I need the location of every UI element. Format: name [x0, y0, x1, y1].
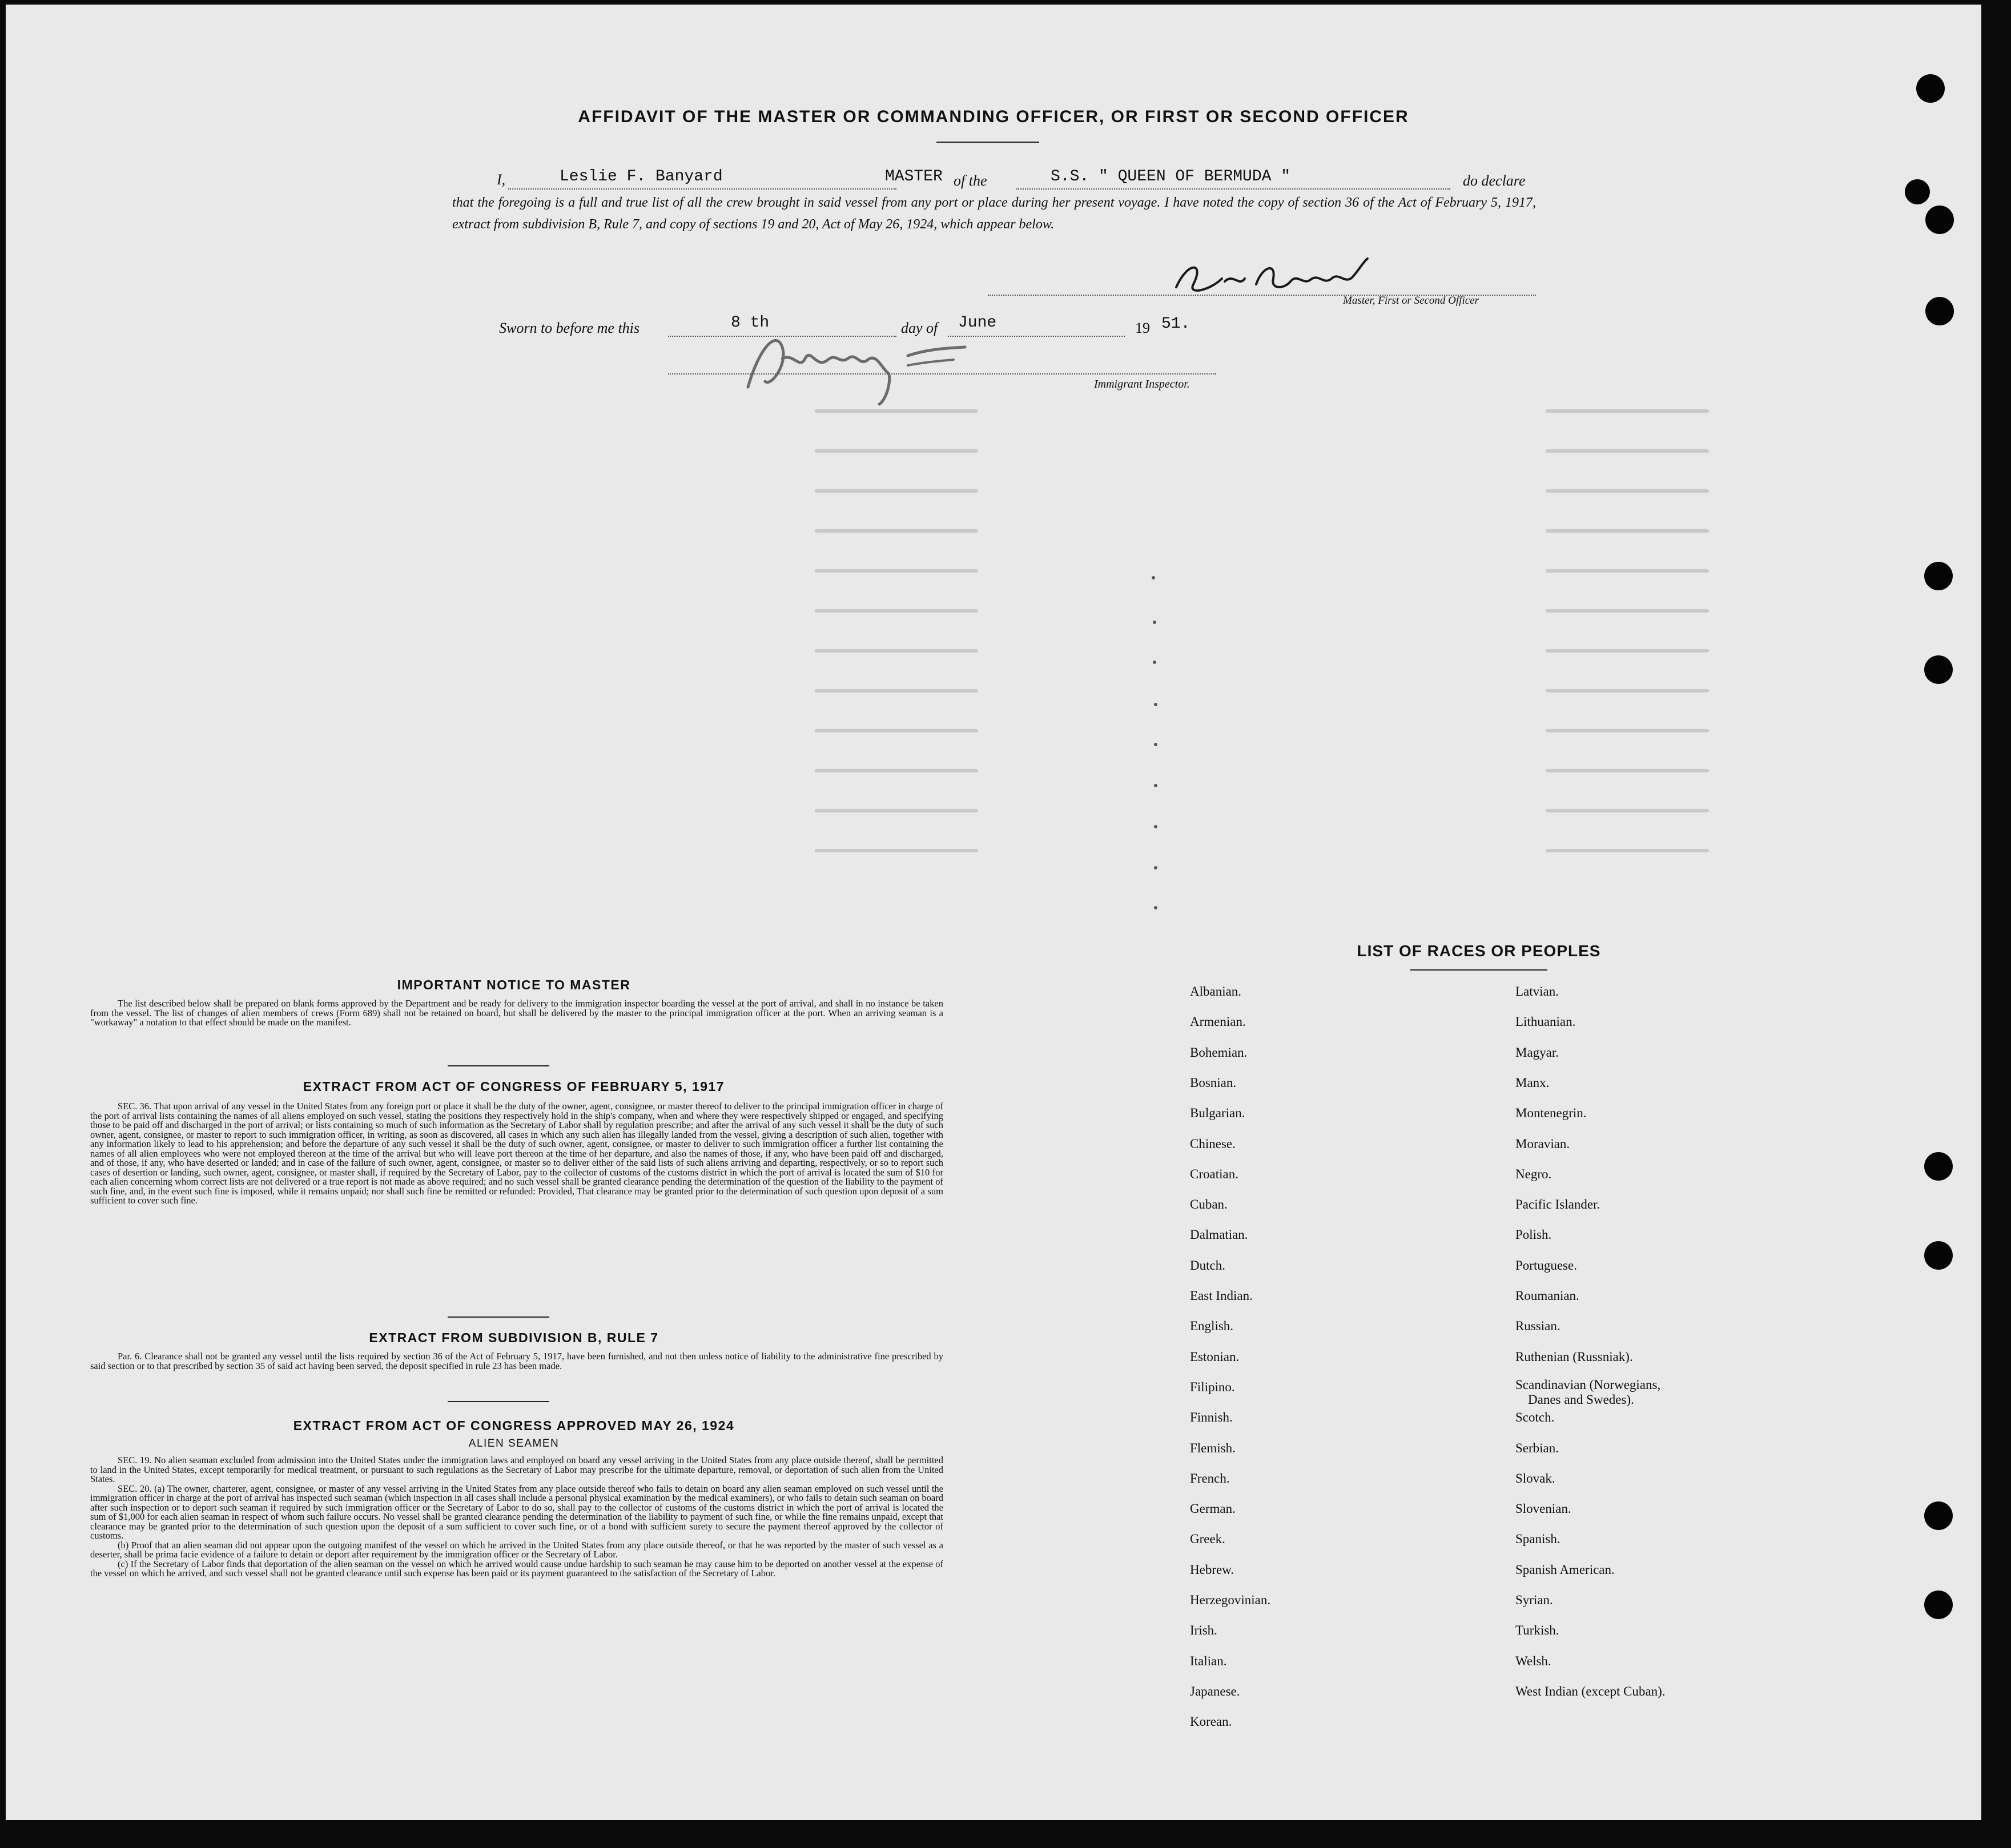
of-the-label: of the — [954, 172, 987, 189]
affidavit-prefix: I, — [497, 171, 506, 188]
race-item: Russian. — [1515, 1319, 1560, 1334]
section-divider — [448, 1316, 549, 1318]
title-divider — [936, 142, 1039, 143]
race-item: Dutch. — [1190, 1258, 1225, 1273]
race-item: Estonian. — [1190, 1349, 1240, 1364]
races-divider — [1410, 969, 1547, 971]
race-item: Spanish American. — [1515, 1562, 1615, 1577]
race-item: Hebrew. — [1190, 1562, 1234, 1577]
race-item: German. — [1190, 1501, 1236, 1516]
race-item: Magyar. — [1515, 1045, 1559, 1060]
race-item: Flemish. — [1190, 1440, 1236, 1455]
extract-rule7-body — [90, 1352, 943, 1371]
race-item: Slovak. — [1515, 1471, 1555, 1485]
year-suffix: 51. — [1161, 315, 1190, 333]
race-item: Pacific Islander. — [1515, 1197, 1600, 1212]
race-item: Filipino. — [1190, 1379, 1235, 1394]
year-prefix: 19 — [1135, 320, 1150, 336]
inspector-signature-line — [668, 372, 1216, 375]
sec20b-text: (b) Proof that an alien seaman did not appear upon the outgoing manifest of the vessel on which he arrived in the United States from any place outside thereof, or that he was reported by the master of such vessel as a deserter, shall be prima facie evidence of a failure to detain or deport after requirement by the immigration officer or the Secretary of Labor. — [90, 1539, 943, 1560]
race-item: Montenegrin. — [1515, 1106, 1587, 1121]
race-item: Moravian. — [1515, 1136, 1570, 1151]
alien-seamen-subtitle: ALIEN SEAMEN — [468, 1438, 560, 1450]
race-item: East Indian. — [1190, 1289, 1253, 1303]
vessel-blank — [1016, 187, 1450, 190]
declaration-text: that the foregoing is a full and true list of all the crew brought in said vessel from any port or place during her present voyage. I have noted the copy of section 36 of the Act of February 5, 1917, extract from subdivision B, Rule 7, and copy of sections 19 and 20, Act of May 26, 1924, which appear below. — [452, 195, 1536, 232]
race-item: French. — [1190, 1471, 1230, 1485]
race-item: Serbian. — [1515, 1440, 1559, 1455]
sec36-text: SEC. 36. That upon arrival of any vessel in the United States from any foreign port or place it shall be the duty of the owner, agent, consignee, or master thereof to deliver to the principal immigration officer in charge of the port of arrival lists containing the names of all aliens employed on such vessel, stating the positions they respectively hold in the ship's company, when and where they were respectively shipped or engaged, and specifying those to be paid off and discharged in the port of arrival; or lists containing so much of such information as the Secretary of Labor shall by regulation prescribe; and after the arrival of any such vessel it shall be the duty of such owner, agent, consignee, or master to report to such immigration officer, in writing, as soon as discovered, all cases in which any such alien has illegally landed from the vessel, giving a description of such alien, together with any information likely to lead to his apprehension; and before the departure of any such vessel it shall be the duty of such owner, agent, consignee, or master to deliver to such immigration officer a further list containing the names of all alien employees who were not employed thereon at the time of the arrival but who will leave port thereon at the time of her departure, and also the names of those, if any, who have been paid off and discharged, and of those, if any, who have deserted or landed; and in case of the failure of such owner, agent, consignee, or master so to deliver either of the said lists of such aliens arriving and departing, respectively, or so to report such cases of desertion or landing, such owner, agent, consignee, or master shall, if required by the Secretary of Labor, pay to the collector of customs of the customs district in which the port of arrival is located the sum of $10 for each alien concerning whom correct lists are not delivered or a true report is not made as above required; and no such vessel shall be granted clearance pending the determination of the question of the liability to the payment of such fine, and, in the event such fine is imposed, while it remains unpaid; nor shall such fine be remitted or refunded: Provided, That clearance may be granted prior to the determination of such question upon deposit of a sum sufficient to cover such fine. — [90, 1101, 943, 1206]
inspector-caption: Immigrant Inspector. — [1094, 378, 1190, 390]
section-divider — [448, 1065, 549, 1066]
extract-1924-body — [90, 1456, 943, 1579]
race-item: Italian. — [1190, 1653, 1227, 1668]
race-item: Korean. — [1190, 1714, 1232, 1729]
sec20c-text: (c) If the Secretary of Labor finds that deportation of the alien seaman on the vessel on which he arrived would cause undue hardship to such seaman he may cause him to be deported on another vessel at the expense of the vessel on which he arrived, and such vessel shall not be granted clearance until such expense has been paid or its payment guaranteed to the satisfaction of the Secretary of Labor. — [90, 1558, 943, 1579]
sec20a-text: SEC. 20. (a) The owner, charterer, agent, consignee, or master of any vessel arriving in the United States from any place outside thereof who fails to detain on board any alien seaman employed on such vessel until the immigration officer in charge at the port of arrival has inspected such seaman (which inspection in all cases shall include a personal physical examination by the medical examiners), or who fails to detain such seaman on board after such inspection or to deport such seaman if required by such immigration officer or the Secretary of Labor to do so, shall pay to the collector of customs of the customs district in which the port of arrival is located the sum of $1,000 for each alien seaman in respect of whom such failure occurs. No vessel shall be granted clearance pending the determination of the liability to payment of such fine, or while the fine remains unpaid, except that clearance may be granted prior to the determination of such question upon the deposit of a sum sufficient to cover such fine, or of a bond with sufficient surety to secure the payment thereof approved by the collector of customs. — [90, 1483, 943, 1541]
race-item: Scotch. — [1515, 1410, 1555, 1425]
officer-name: Leslie F. Banyard — [560, 168, 723, 186]
race-item: Turkish. — [1515, 1623, 1559, 1638]
race-item: Polish. — [1515, 1227, 1552, 1242]
race-item: Roumanian. — [1515, 1289, 1579, 1303]
race-item: Syrian. — [1515, 1593, 1553, 1607]
race-item: Scandinavian (Norwegians, — [1515, 1377, 1661, 1392]
extract-rule7-title: EXTRACT FROM SUBDIVISION B, RULE 7 — [369, 1330, 659, 1345]
race-item: Herzegovinian. — [1190, 1593, 1271, 1607]
race-item: Chinese. — [1190, 1136, 1236, 1151]
race-item: Bohemian. — [1190, 1045, 1248, 1060]
signature-caption: Master, First or Second Officer — [1343, 295, 1479, 307]
extract-1917-body — [90, 1102, 943, 1206]
sworn-month: June — [958, 314, 997, 332]
vessel-name: S.S. " QUEEN OF BERMUDA " — [1051, 168, 1291, 186]
race-item: Slovenian. — [1515, 1501, 1571, 1516]
extract-1917-title: EXTRACT FROM ACT OF CONGRESS OF FEBRUARY 5, 1917 — [303, 1079, 725, 1094]
document-page — [6, 5, 1981, 1820]
notice-body — [90, 999, 943, 1028]
notice-text: The list described below shall be prepared on blank forms approved by the Department and be ready for delivery to the immigration inspector boarding the vessel at the port of arrival, and shall in no instance be taken from the vessel. The list of changes of alien members of crews (Form 689) shall not be retained on board, but shall be delivered by the master to the principal immigration officer at the port. When an arriving seaman is a "workaway" a notation to that effect should be made on the manifest. — [90, 998, 943, 1028]
race-item: Cuban. — [1190, 1197, 1228, 1212]
races-title: LIST OF RACES OR PEOPLES — [1357, 942, 1601, 960]
race-item: Manx. — [1515, 1075, 1550, 1090]
race-item: West Indian (except Cuban). — [1515, 1684, 1666, 1698]
affidavit-title: AFFIDAVIT OF THE MASTER OR COMMANDING OFFICER, OR FIRST OR SECOND OFFICER — [578, 107, 1409, 126]
rule7-text: Par. 6. Clearance shall not be granted any vessel until the lists required by section 36 of the Act of February 5, 1917, have been furnished, and not then unless notice of liability to the administrative fine prescribed by said section or to that prescribed by section 35 of said act having been served, the deposit specified in rule 23 has been made. — [90, 1351, 943, 1371]
race-item: Negro. — [1515, 1166, 1552, 1181]
race-item: Ruthenian (Russniak). — [1515, 1349, 1633, 1364]
inspector-signature — [737, 324, 999, 410]
race-item: Lithuanian. — [1515, 1014, 1576, 1029]
race-item: Irish. — [1190, 1623, 1217, 1638]
section-divider — [448, 1401, 549, 1402]
race-item: Finnish. — [1190, 1410, 1233, 1425]
race-item: Bosnian. — [1190, 1075, 1237, 1090]
race-item: Spanish. — [1515, 1532, 1560, 1547]
race-item: Bulgarian. — [1190, 1106, 1245, 1121]
race-item: Japanese. — [1190, 1684, 1240, 1698]
notice-title: IMPORTANT NOTICE TO MASTER — [397, 977, 631, 992]
sworn-day: 8 th — [731, 314, 770, 332]
name-blank — [508, 187, 896, 190]
extract-1924-title: EXTRACT FROM ACT OF CONGRESS APPROVED MAY 26, 1924 — [293, 1418, 735, 1433]
race-item: English. — [1190, 1319, 1234, 1334]
race-item: Armenian. — [1190, 1014, 1246, 1029]
race-item: Portuguese. — [1515, 1258, 1577, 1273]
race-item: Welsh. — [1515, 1653, 1551, 1668]
do-declare-label: do declare — [1463, 172, 1526, 189]
day-of-label: day of — [901, 320, 938, 336]
race-item: Dalmatian. — [1190, 1227, 1248, 1242]
officer-rank: MASTER — [885, 168, 943, 186]
race-item: Danes and Swedes). — [1528, 1392, 1634, 1407]
sec19-text: SEC. 19. No alien seaman excluded from admission into the United States under the immigration laws and employed on board any vessel arriving in the United States from any place outside thereof, shall be permitted to land in the United States, except temporarily for medical treatment, or pursuant to such regulations as the Secretary of Labor may prescribe for the ultimate departure, removal, or deportation of such alien from the United States. — [90, 1455, 943, 1484]
race-item: Albanian. — [1190, 984, 1242, 999]
sworn-prefix: Sworn to before me this — [499, 320, 640, 336]
race-item: Latvian. — [1515, 984, 1559, 999]
race-item: Greek. — [1190, 1532, 1225, 1547]
race-item: Croatian. — [1190, 1166, 1238, 1181]
